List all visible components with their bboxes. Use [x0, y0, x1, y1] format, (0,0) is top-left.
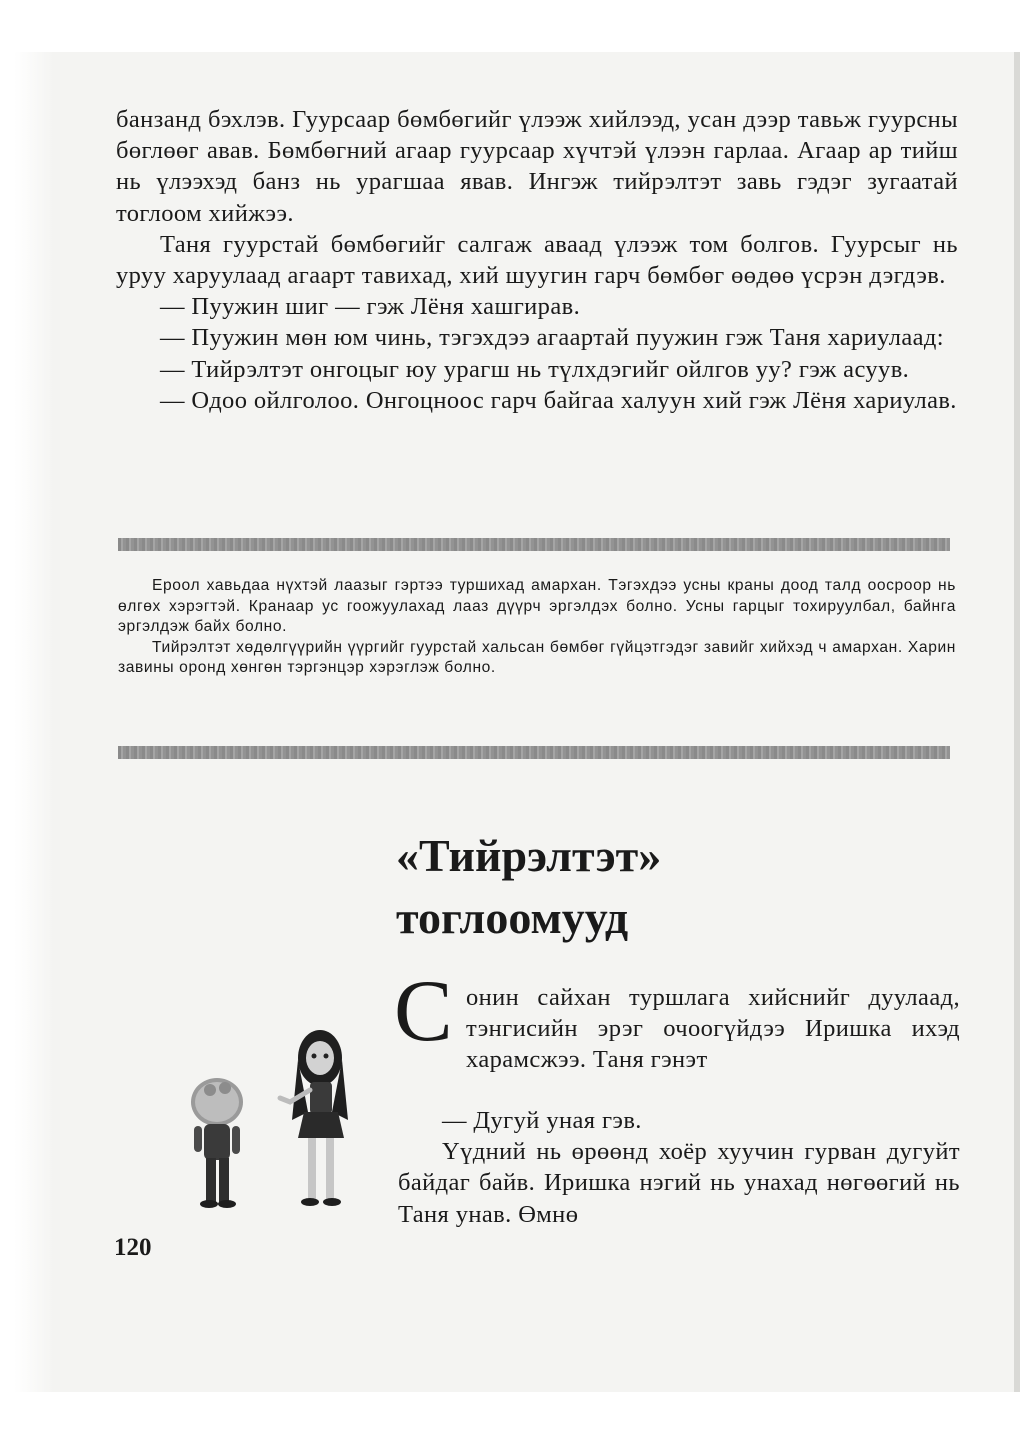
note-paragraph: Тийрэлтэт хөдөлгүүрийн үүргийг гуурстай хальсан бөмбөг гүйцэтгэдэг завийг хийхэд ч амархан. Харин завины оронд хөнгөн тэргэнцэр хэрэглэж болно.: [118, 638, 956, 676]
boy-figure-icon: [191, 1078, 243, 1208]
body-paragraph: Үүдний нь өрөөнд хоёр хуучин гурван дугуйт байдаг байв. Иришка нэгий нь унахад нөгөөгий нь Таня унав. Өмнө: [398, 1138, 960, 1228]
page-edge: [14, 52, 54, 1392]
note-paragraph: Ероол хавьдаа нүхтэй лаазыг гэртээ туршихад амархан. Тэгэхдээ усны краны доод талд оосроор нь өлгөх хэрэгтэй. Кранаар ус гоожуулахад лааз дүүрч эргэлдэх болно. Усны гарцыг тохируулбал, байнга эргэлдэж байх болно.: [118, 577, 956, 635]
story-paragraph: Таня гуурстай бөмбөгийг салгаж аваад үлээж том болгов. Гуурсыг нь уруу харуулаад агаарт тавихад, хий шуугин гарч бөмбөг өөдөө үсрэн дэгдэв.: [116, 230, 958, 290]
note-box: [118, 576, 956, 679]
intro-text: онин сайхан туршлага хийснийг дуулаад, тэнгисийн эрэг очоогүйдээ Иришка ихэд харамсжээ. Таня гэнэт: [466, 984, 960, 1074]
children-illustration: [180, 1020, 380, 1220]
page-number: 120: [114, 1234, 152, 1261]
dialogue-line: — Пуужин шиг — гэж Лёня хашгирав.: [160, 293, 581, 321]
dialogue-line: — Дугуй уная гэв.: [442, 1107, 642, 1134]
story-text: [116, 104, 958, 416]
dialogue-line: — Одоо ойлголоо. Онгоцноос гарч байгаа халуун хий гэж Лёня хариулав.: [160, 386, 957, 414]
divider-bar-top: [118, 538, 950, 551]
section-title-line: «Тийрэлтэт»: [396, 830, 662, 881]
section-title-line: тоглоомууд: [396, 892, 629, 943]
story-paragraph: банзанд бэхлэв. Гуурсаар бөмбөгийг үлээж хийлээд, усан дээр тавьж гуурсны бөглөөг авав. Бөмбөгний агаар гуурсаар хүчтэй үлээн гарлаа. Агаар ар тийш нь үлээхэд банз нь урагшаа явав. Ингэж тийрэлтэт завь гэдэг зугаатай тоглоом хийжээ.: [116, 106, 958, 227]
section-body: [398, 1105, 960, 1230]
dialogue-line: — Пуужин мөн юм чинь, тэгэхдээ агаартай пуужин гэж Таня хариулаад:: [160, 324, 944, 352]
girl-figure-icon: [280, 1030, 348, 1206]
drop-cap: С: [394, 963, 453, 1060]
section-title: [396, 825, 661, 949]
divider-bar-bottom: [118, 746, 950, 759]
dialogue-line: — Тийрэлтэт онгоцыг юу урагш нь түлхдэгийг ойлгов уу? гэж асуув.: [160, 355, 910, 383]
intro-paragraph: [466, 982, 960, 1076]
